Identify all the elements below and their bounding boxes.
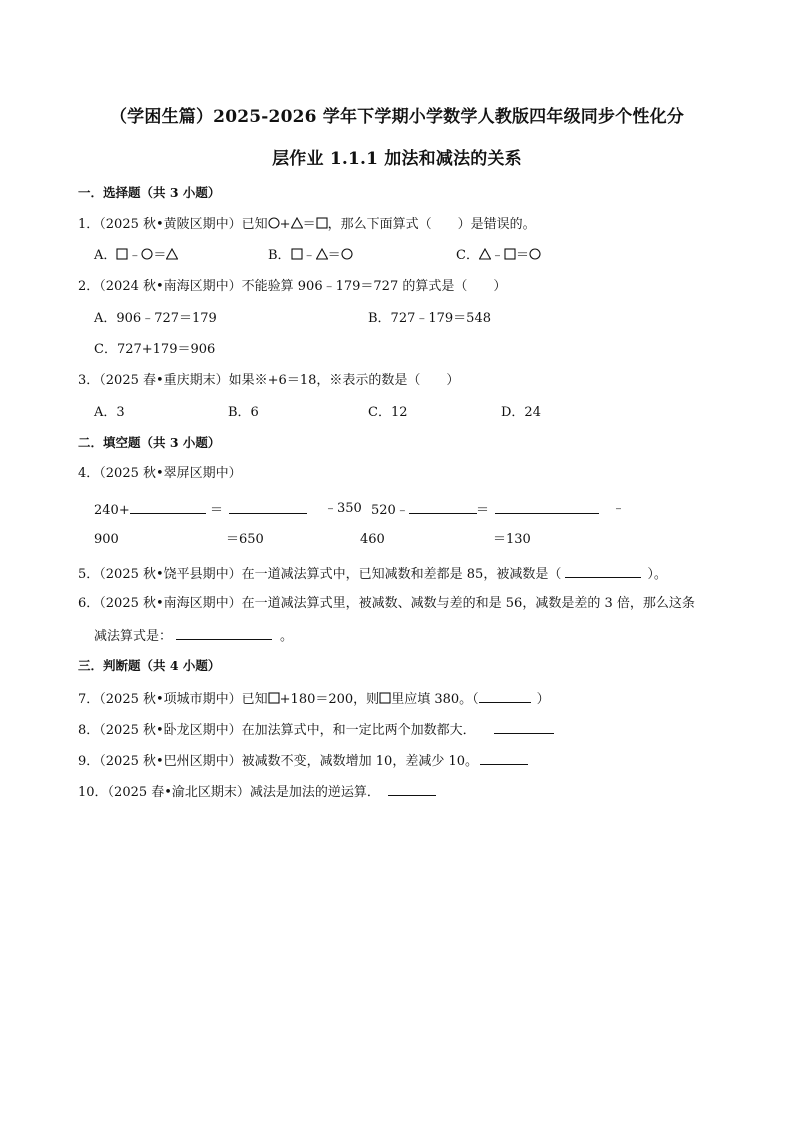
question-6-answer-line: 减法算式是： 。 — [94, 626, 293, 646]
square-icon — [379, 692, 391, 704]
section-heading-choice: 一．选择题（共 3 小题） — [78, 185, 221, 200]
question-4-equals-2: ＝ — [476, 500, 599, 520]
square-icon — [504, 248, 516, 260]
circle-icon — [341, 248, 353, 260]
section-heading-fill: 二．填空题（共 3 小题） — [78, 435, 221, 450]
question-4-equals-130: ＝130 — [493, 532, 531, 547]
question-2-option-b[interactable]: B．727﹣179＝548 — [368, 311, 491, 326]
question-6-stem: 6．（2025 秋•南海区期中）在一道减法算式里，被减数、减数与差的和是 56，减数是差的 3 倍，那么这条 — [78, 596, 695, 611]
question-1-option-c[interactable]: C． ﹣ ＝ — [456, 247, 541, 265]
question-4-minus-350: ﹣350 — [324, 501, 362, 516]
question-3-option-c[interactable]: C．12 — [368, 405, 408, 420]
answer-blank[interactable] — [388, 782, 436, 796]
question-1-stem: 1．（2025 秋•黄陂区期中）已知 + ＝ ，那么下面算式（ ）是错误的。 — [78, 217, 536, 232]
answer-blank[interactable] — [565, 564, 641, 578]
question-10-stem: 10．（2025 春•渝北区期末）减法是加法的逆运算． — [78, 782, 436, 802]
question-8-stem: 8．（2025 秋•卧龙区期中）在加法算式中，和一定比两个加数都大． — [78, 720, 554, 740]
triangle-icon — [479, 248, 491, 260]
answer-blank[interactable] — [130, 500, 206, 514]
question-4-460: 460 — [360, 532, 385, 547]
question-4-stem: 4．（2025 秋•翠屏区期中） — [78, 466, 242, 481]
question-5-stem: 5．（2025 秋•饶平县期中）在一道减法算式中，已知减数和差都是 85，被减数是（ ）。 — [78, 564, 667, 584]
question-2-stem: 2．（2024 秋•南海区期中）不能验算 906﹣179＝727 的算式是（ ） — [78, 279, 507, 294]
circle-icon — [529, 248, 541, 260]
triangle-icon — [316, 248, 328, 260]
worksheet-title-line1: （学困生篇）2025-2026 学年下学期小学数学人教版四年级同步个性化分 — [109, 107, 684, 127]
question-1-option-b[interactable]: B． ﹣ ＝ — [268, 247, 353, 265]
question-3-option-b[interactable]: B．6 — [228, 405, 259, 420]
question-4-equals-650: ＝650 — [226, 532, 264, 547]
question-4-equals-1: ＝ — [210, 500, 307, 520]
circle-icon — [141, 248, 153, 260]
question-2-option-a[interactable]: A．906﹣727＝179 — [94, 311, 217, 326]
square-icon — [291, 248, 303, 260]
question-2-option-c[interactable]: C．727+179＝906 — [94, 342, 216, 357]
answer-blank[interactable] — [495, 500, 599, 514]
question-3-stem: 3．（2025 春•重庆期末）如果※+6＝18，※表示的数是（ ） — [78, 373, 460, 388]
question-4-row1-right: 520﹣ — [371, 500, 477, 520]
square-icon — [268, 692, 280, 704]
square-icon — [116, 248, 128, 260]
answer-blank[interactable] — [479, 689, 531, 703]
answer-blank[interactable] — [229, 500, 307, 514]
answer-blank[interactable] — [409, 500, 477, 514]
triangle-icon — [291, 217, 303, 229]
question-3-option-d[interactable]: D．24 — [501, 405, 541, 420]
question-3-option-a[interactable]: A．3 — [94, 405, 125, 420]
answer-blank[interactable] — [480, 751, 528, 765]
worksheet-title-line2: 层作业 1.1.1 加法和减法的关系 — [272, 149, 522, 169]
square-icon — [316, 217, 328, 229]
answer-blank[interactable] — [494, 720, 554, 734]
section-heading-judge: 三．判断题（共 4 小题） — [78, 658, 221, 673]
question-1-option-a[interactable]: A． ﹣ ＝ — [94, 247, 178, 265]
question-9-stem: 9．（2025 秋•巴州区期中）被减数不变，减数增加 10，差减少 10。 — [78, 751, 528, 771]
triangle-icon — [166, 248, 178, 260]
question-4-row1: 240+ — [94, 500, 206, 520]
question-4-minus: ﹣ — [612, 501, 626, 516]
question-4-900: 900 — [94, 532, 119, 547]
question-7-stem: 7．（2025 秋•项城市期中）已知 +180＝200，则 里应填 380。（ ） — [78, 689, 550, 709]
answer-blank[interactable] — [176, 626, 272, 640]
circle-icon — [268, 217, 280, 229]
